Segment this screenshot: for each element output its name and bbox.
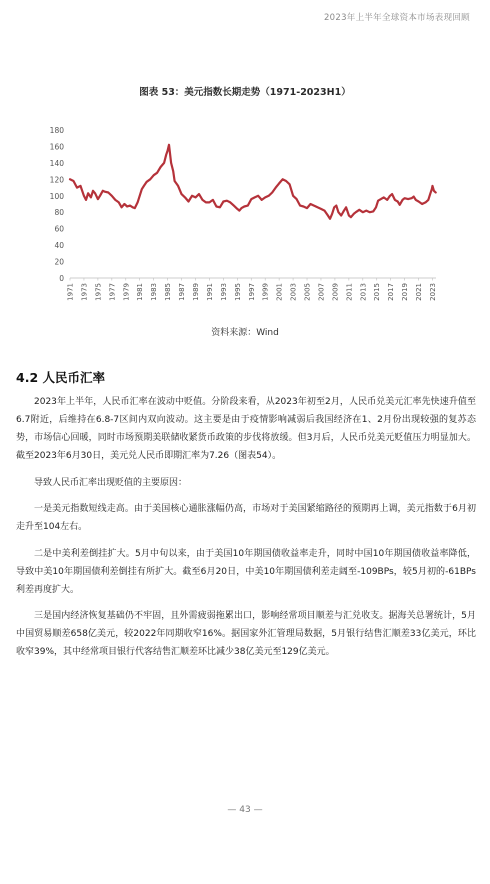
x-tick-label: 2019 [401,283,410,301]
x-tick-label: 2021 [415,283,424,301]
x-tick-label: 2007 [317,283,326,301]
plot-area [70,145,436,219]
y-tick-label: 60 [54,224,64,234]
x-tick-label: 1975 [94,283,103,301]
x-tick-label: 1981 [136,283,145,301]
x-tick-label: 2017 [387,283,396,301]
y-tick-label: 0 [59,274,64,283]
section-heading: 4.2 人民币汇率 [16,370,105,385]
y-tick-label: 20 [54,257,64,267]
x-tick-label: 1973 [80,283,89,301]
x-tick-label: 2015 [373,283,382,301]
paragraph-reasons-intro: 导致人民币汇率出现贬值的主要原因： [34,478,188,488]
x-tick-label: 1997 [247,283,256,301]
dollar-index-line-chart [40,118,450,313]
x-tick-label: 1977 [108,283,117,301]
x-tick-label: 1983 [150,283,159,301]
x-tick-label: 1979 [122,283,131,301]
x-tick-label: 1987 [178,283,187,301]
figure-title: 图表 53：美元指数长期走势（1971-2023H1） [139,87,351,98]
x-tick-label: 2013 [359,283,368,301]
x-tick-label: 2011 [345,283,354,301]
x-tick-label: 1999 [261,283,270,301]
x-axis [67,278,438,301]
y-tick-label: 40 [54,241,64,251]
page-number: — 43 — [227,805,263,815]
y-tick-label: 140 [49,158,64,168]
x-tick-label: 1991 [205,283,214,301]
paragraph-rmb-overview: 2023年上半年，人民币汇率在波动中贬值。分阶段来看，从2023年初至2月，人民币兑美元汇率先快速升值至6.7附近，后维持在6.8-7区间内双向波动。这主要是由于疫情影响减弱后我国经济在1、2月份出现较强的复苏态势，市场信心回暖，同时市场预期美联储收紧货币政策的步伐将放缓。但3月后，人民币兑美元贬值压力明显加大。截至2023年6月30日，美元兑人民币即期汇率为7.26（图表54）。 [16,397,476,461]
x-tick-label: 2003 [289,283,298,301]
x-tick-label: 1989 [191,283,200,301]
y-axis [50,126,65,283]
figure-source: 资料来源：Wind [211,328,279,338]
paragraph-reason-dollar-index: 一是美元指数短线走高。由于美国核心通胀涨幅仍高，市场对于美国紧缩路径的预期再上调，美元指数于6月初走升至104左右。 [16,504,476,532]
y-tick-label: 180 [49,126,64,135]
x-tick-label: 1993 [219,283,228,301]
x-tick-label: 2023 [429,283,438,301]
paragraph-reason-domestic-economy: 三是国内经济恢复基础仍不牢固，且外需疲弱拖累出口，影响经常项目顺差与汇兑收支。据海关总署统计，5月中国贸易顺差658亿美元，较2022年同期收窄16%。据国家外汇管理局数据，5月银行结售汇顺差33亿美元，环比收窄39%，其中经常项目银行代客结售汇顺差环比减少38亿美元至129亿美元。 [16,611,476,657]
x-tick-label: 2005 [303,283,312,301]
x-tick-label: 2009 [331,283,340,301]
paragraph-reason-rate-spread: 二是中美利差倒挂扩大。5月中旬以来，由于美国10年期国债收益率走升，同时中国10年期国债收益率降低，导致中美10年期国债利差倒挂有所扩大。截至6月20日，中美10年期国债利差走阔至-109BPs，较5月初的-61BPs利差再度扩大。 [16,549,476,595]
x-tick-label: 1971 [66,283,75,301]
y-tick-label: 80 [54,208,64,218]
x-tick-label: 1995 [233,283,242,301]
y-tick-label: 120 [49,175,64,185]
y-tick-label: 160 [49,142,64,152]
series-line [70,145,436,219]
y-tick-label: 100 [49,191,64,201]
running-header: 2023年上半年全球资本市场表现回顾 [323,13,470,23]
x-tick-label: 1985 [164,283,173,301]
x-tick-label: 2001 [275,283,284,301]
